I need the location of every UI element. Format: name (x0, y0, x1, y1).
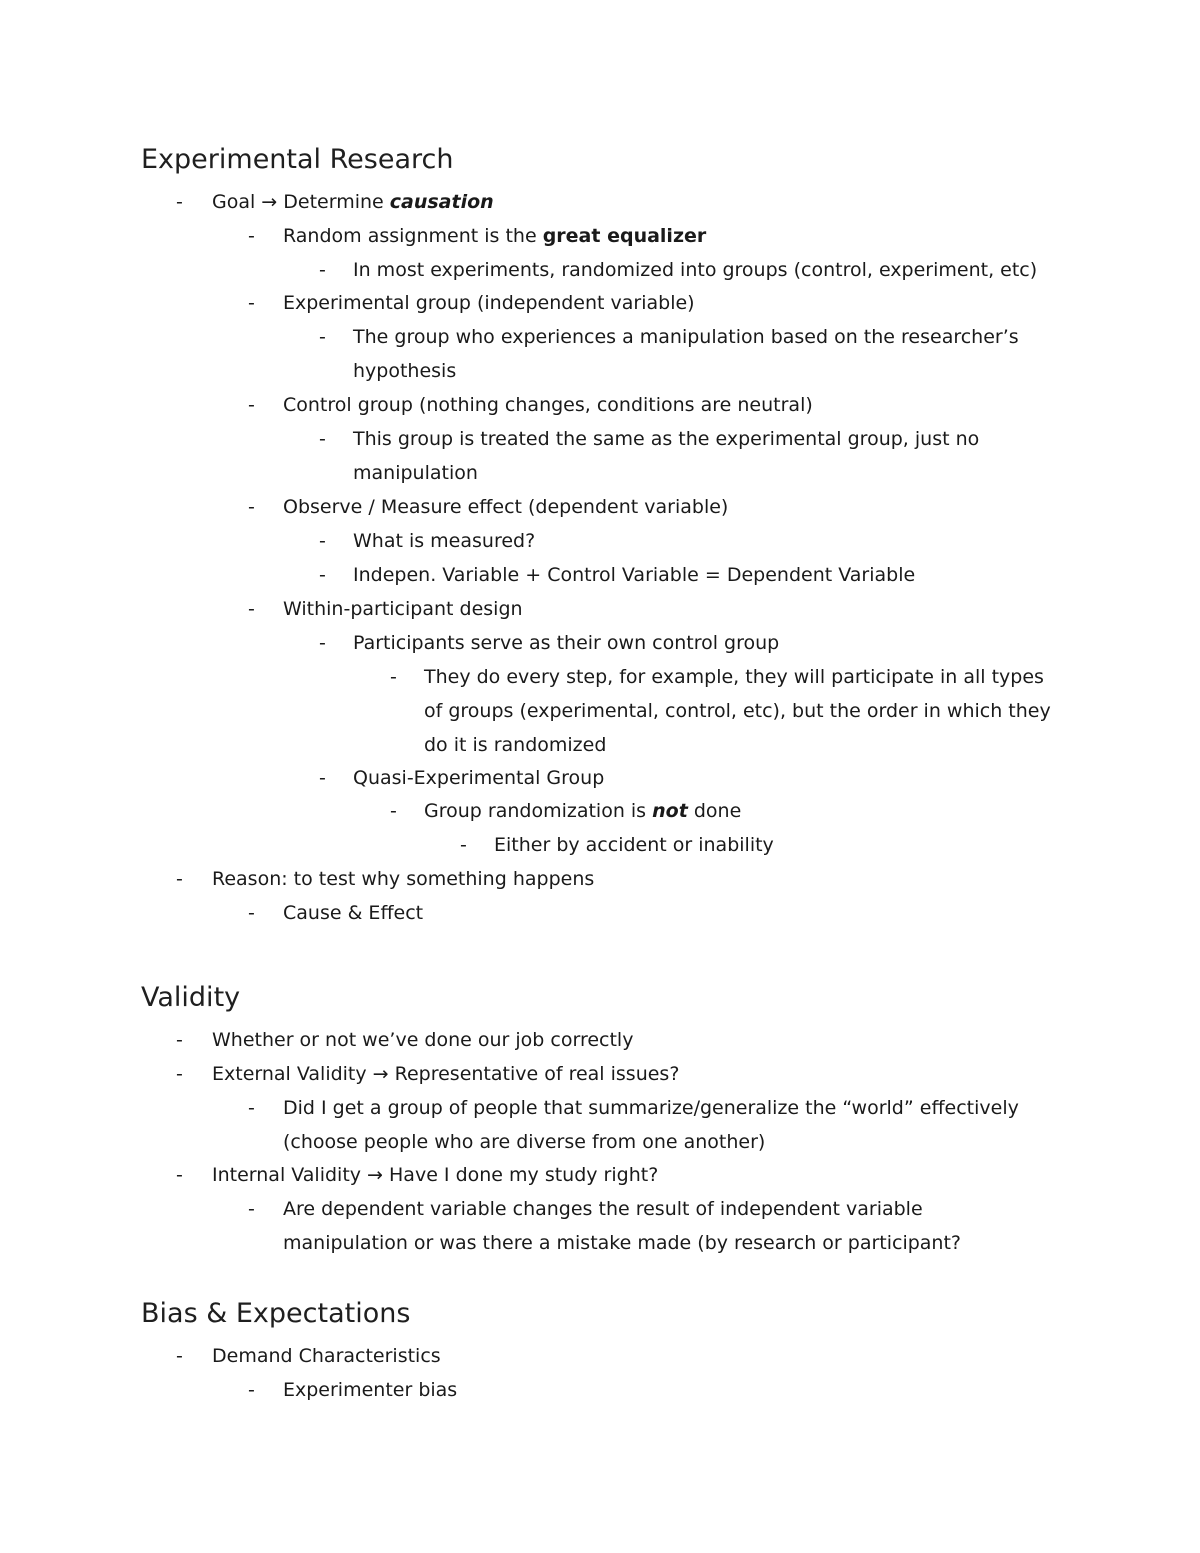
emphasis-not: not (652, 800, 688, 822)
section-heading-experimental: Experimental Research (141, 144, 454, 175)
list-item-within-subsub-line2: of groups (experimental, control, etc), but the order in which they (424, 700, 1051, 722)
list-item-expgroup-sub-line2: hypothesis (353, 360, 457, 382)
bullet-dash: - (248, 394, 255, 416)
list-item-demand-characteristics: Demand Characteristics (212, 1345, 441, 1367)
list-item-reason: Reason: to test why something happens (212, 868, 595, 890)
list-item-external-sub-line1: Did I get a group of people that summarize/generalize the “world” effectively (283, 1097, 1019, 1119)
bullet-dash: - (390, 666, 397, 688)
bullet-dash: - (319, 530, 326, 552)
list-item-observe-sub1: What is measured? (353, 530, 536, 552)
bullet-dash: - (176, 1345, 183, 1367)
list-item-within-participant: Within-participant design (283, 598, 523, 620)
list-item-within-subsub-line3: do it is randomized (424, 734, 607, 756)
list-item-goal (212, 185, 494, 219)
list-item-control-group: Control group (nothing changes, conditions are neutral) (283, 394, 813, 416)
list-item-external-sub-line2: (choose people who are diverse from one another) (283, 1131, 766, 1153)
text: Group randomization is (424, 800, 653, 822)
bullet-dash: - (319, 767, 326, 789)
list-item-expgroup-sub-line1: The group who experiences a manipulation based on the researcher’s (353, 326, 1019, 348)
list-item-validity-definition: Whether or not we’ve done our job correctly (212, 1029, 634, 1051)
bullet-dash: - (390, 800, 397, 822)
list-item-control-sub-line2: manipulation (353, 462, 478, 484)
bullet-dash: - (319, 428, 326, 450)
bullet-dash: - (319, 564, 326, 586)
list-item-quasi-subsub: Either by accident or inability (494, 834, 774, 856)
bullet-dash: - (248, 1097, 255, 1119)
bullet-dash: - (248, 496, 255, 518)
bullet-dash: - (248, 292, 255, 314)
bullet-dash: - (248, 225, 255, 247)
list-item-experimental-group: Experimental group (independent variable) (283, 292, 695, 314)
list-item-observe: Observe / Measure effect (dependent variable) (283, 496, 729, 518)
text: Goal → Determine (212, 191, 390, 213)
text: done (687, 800, 742, 822)
section-heading-bias: Bias & Expectations (141, 1298, 411, 1329)
list-item-within-sub: Participants serve as their own control group (353, 632, 780, 654)
list-item-random-sub: In most experiments, randomized into groups (control, experiment, etc) (353, 259, 1038, 281)
list-item-observe-sub2: Indepen. Variable + Control Variable = Dependent Variable (353, 564, 916, 586)
list-item-quasi: Quasi-Experimental Group (353, 767, 605, 789)
emphasis-great-equalizer: great equalizer (542, 225, 707, 247)
list-item-quasi-sub (424, 794, 741, 828)
bullet-dash: - (460, 834, 467, 856)
emphasis-causation: causation (389, 191, 494, 213)
bullet-dash: - (248, 902, 255, 924)
list-item-experimenter-bias: Experimenter bias (283, 1379, 458, 1401)
list-item-internal-sub-line1: Are dependent variable changes the result of independent variable (283, 1198, 923, 1220)
bullet-dash: - (319, 259, 326, 281)
list-item-internal-validity: Internal Validity → Have I done my study right? (212, 1164, 659, 1186)
bullet-dash: - (176, 1063, 183, 1085)
section-heading-validity: Validity (141, 982, 241, 1013)
bullet-dash: - (319, 632, 326, 654)
bullet-dash: - (176, 1029, 183, 1051)
list-item-random-assignment (283, 219, 706, 253)
list-item-control-sub-line1: This group is treated the same as the experimental group, just no (353, 428, 980, 450)
list-item-reason-sub: Cause & Effect (283, 902, 424, 924)
bullet-dash: - (248, 598, 255, 620)
bullet-dash: - (248, 1198, 255, 1220)
bullet-dash: - (248, 1379, 255, 1401)
text: Random assignment is the (283, 225, 543, 247)
bullet-dash: - (176, 868, 183, 890)
bullet-dash: - (176, 1164, 183, 1186)
list-item-within-subsub-line1: They do every step, for example, they will participate in all types (424, 666, 1044, 688)
list-item-internal-sub-line2: manipulation or was there a mistake made (by research or participant? (283, 1232, 962, 1254)
list-item-external-validity: External Validity → Representative of real issues? (212, 1063, 680, 1085)
bullet-dash: - (319, 326, 326, 348)
bullet-dash: - (176, 191, 183, 213)
